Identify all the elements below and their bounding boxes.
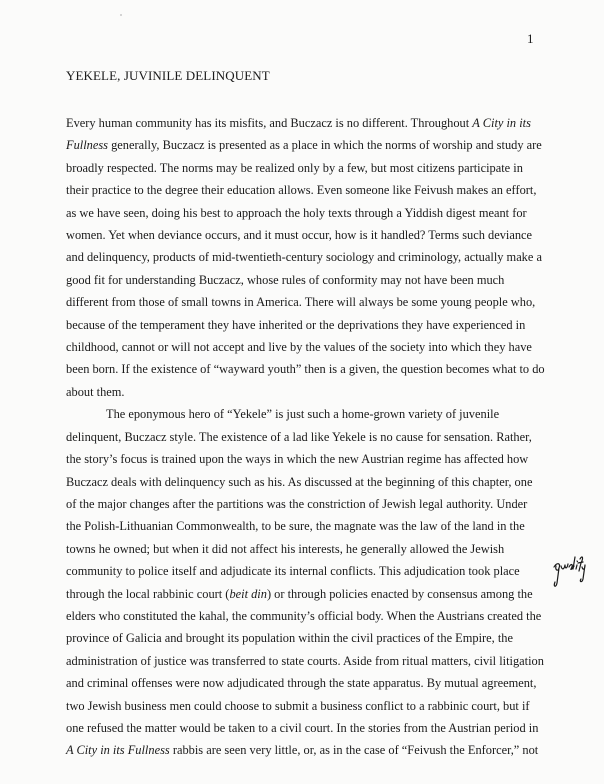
text-run: about them. xyxy=(66,384,125,399)
text-line xyxy=(66,202,546,224)
text-run: good fit for understanding Buczacz, whose rules of conformity may not have been much xyxy=(66,272,505,287)
text-run: their practice to the degree their education allows. Even someone like Feivush makes an effort, xyxy=(66,183,537,198)
text-line xyxy=(66,650,546,672)
text-line xyxy=(66,134,546,156)
text-line xyxy=(66,314,546,336)
text-line xyxy=(66,291,546,313)
text-run: childhood, cannot or will not accept and live by the values of the society into which they have xyxy=(66,340,532,355)
text-run: towns he owned; but when it did not affect his interests, he generally allowed the Jewish xyxy=(66,541,505,556)
text-line xyxy=(66,538,546,560)
scan-speck xyxy=(120,14,122,16)
text-line xyxy=(66,336,546,358)
text-line xyxy=(66,515,546,537)
text-line xyxy=(66,471,546,493)
text-line xyxy=(66,672,546,694)
text-run: and criminal offenses were now adjudicated through the state apparatus. By mutual agreement, xyxy=(66,676,537,691)
italic-text: beit din xyxy=(229,586,267,601)
text-line xyxy=(66,112,546,134)
text-line xyxy=(66,583,546,605)
chapter-title: YEKELE, JUVINILE DELINQUENT xyxy=(66,68,270,83)
text-run: Every human community has its misfits, and Buczacz is no different. Throughout xyxy=(66,116,473,130)
text-run: of the major changes after the partitions was the constriction of Jewish legal authority. Under xyxy=(66,496,528,511)
text-line xyxy=(66,739,546,761)
text-line xyxy=(66,179,546,201)
text-line xyxy=(66,381,546,403)
text-run: The eponymous hero of “Yekele” is just such a home-grown variety of juvenile xyxy=(106,407,500,422)
text-run: delinquent, Buczacz style. The existence of a lad like Yekele is no cause for sensation. Rather, xyxy=(66,429,532,444)
text-run: broadly respected. The norms may be realized only by a few, but most citizens participate in xyxy=(66,160,523,175)
text-line xyxy=(66,717,546,739)
text-run: province of Galicia and brought its population within the civil practices of the Empire, the xyxy=(66,631,513,646)
page-number: 1 xyxy=(527,31,534,46)
handwritten-margin-note xyxy=(552,553,586,593)
text-run: generally, Buczacz is presented as a place in which the norms of worship and study are xyxy=(108,138,542,153)
text-run: through the local rabbinic court ( xyxy=(66,586,230,601)
text-line xyxy=(66,358,546,380)
text-run: women. Yet when deviance occurs, and it must occur, how is it handled? Terms such deviance xyxy=(66,228,533,243)
text-run: Buczacz deals with delinquency such as his. As discussed at the beginning of this chapter, one xyxy=(66,474,533,489)
text-line xyxy=(66,157,546,179)
text-run: elders who constituted the kahal, the community’s official body. When the Austrians created the xyxy=(66,608,542,623)
text-line xyxy=(66,224,546,246)
text-run: and delinquency, products of mid-twentieth-century sociology and criminology, actually make a xyxy=(66,250,542,265)
italic-text: A City in its xyxy=(472,116,531,130)
italic-text: Fullness xyxy=(66,138,108,153)
text-run: been born. If the existence of “wayward youth” then is a given, the question becomes what to do xyxy=(66,362,545,377)
text-line xyxy=(66,448,546,470)
text-run: one refused the matter would be taken to a civil court. In the stories from the Austrian period in xyxy=(66,720,539,735)
text-line xyxy=(66,695,546,717)
text-run: because of the temperament they have inherited or the deprivations they have experienced in xyxy=(66,317,526,332)
text-run: ) or through policies enacted by consensus among the xyxy=(266,586,533,601)
text-line xyxy=(66,605,546,627)
text-run: rabbis are seen very little, or, as in the case of “Feivush the Enforcer,” not xyxy=(169,743,539,758)
text-run: two Jewish business men could choose to submit a business conflict to a rabbinic court, but if xyxy=(66,698,530,713)
text-line xyxy=(66,627,546,649)
text-line xyxy=(66,493,546,515)
text-line xyxy=(66,560,546,582)
text-run: administration of justice was transferred to state courts. Aside from ritual matters, civil litigation xyxy=(66,653,544,668)
text-run: the Polish-Lithuanian Commonwealth, to be sure, the magnate was the law of the land in the xyxy=(66,519,525,534)
text-line xyxy=(66,246,546,268)
italic-text: A City in its Fullness xyxy=(66,743,170,758)
text-run: the story’s focus is trained upon the ways in which the new Austrian regime has affected how xyxy=(66,452,529,467)
text-line xyxy=(66,269,546,291)
text-run: community to police itself and adjudicate its internal conflicts. This adjudication took place xyxy=(66,564,520,579)
text-run: as we have seen, doing his best to approach the holy texts through a Yiddish digest meant for xyxy=(66,205,527,220)
text-line xyxy=(66,403,546,425)
text-run: different from those of small towns in America. There will always be some young people who, xyxy=(66,295,536,310)
text-line xyxy=(66,426,546,448)
body-text xyxy=(66,112,546,762)
